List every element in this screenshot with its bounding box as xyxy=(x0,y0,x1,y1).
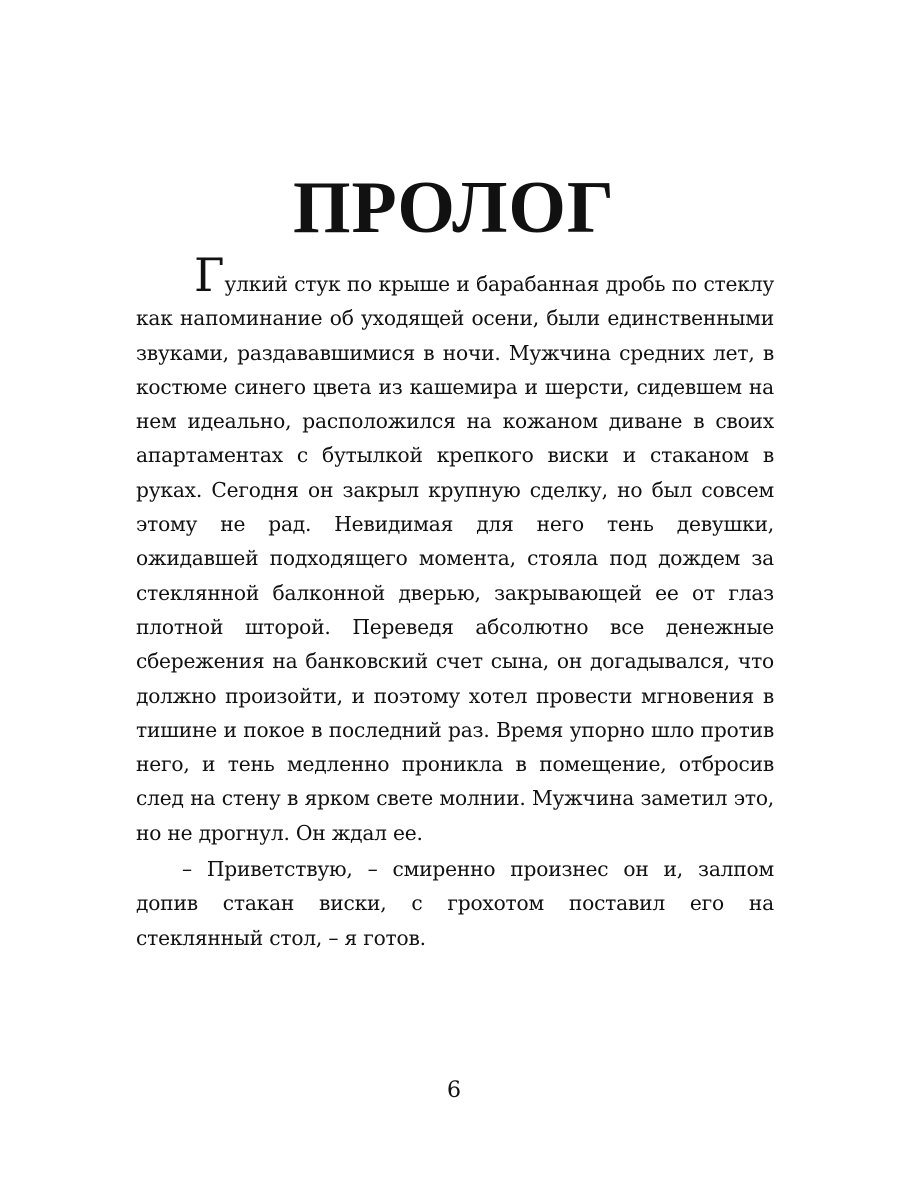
chapter-text xyxy=(136,248,774,955)
paragraph-1-text: улкий стук по крыше и барабанная дробь по стеклу как напоминание об уходящей осени, были единственными звуками, раздававшимися в ночи. Мужчина средних лет, в костюме синего цвета из кашемира и шерсти, сидевшем на нем идеально, расположился на кожаном диване в своих апартаментах с бутылкой крепкого виски и стаканом в руках. Сегодня он закрыл крупную сделку, но был совсем этому не рад. Невидимая для него тень девушки, ожидавшей подходящего момента, стояла под дождем за стеклянной балконной дверью, закрывающей ее от глаз плотной шторой. Переведя абсолютно все денежные сбережения на банковский счет сына, он догадывался, что должно произойти, и поэтому хотел провести мгновения в тишине и покое в последний раз. Время упорно шло против него, и тень медленно проникла в помещение, отбросив след на стену в ярком свете молнии. Мужчина заметил это, но не дрогнул. Он ждал ее. xyxy=(136,272,774,845)
chapter-title: ПРОЛОГ xyxy=(293,167,615,249)
drop-cap-letter: Г xyxy=(194,248,225,302)
paragraph-2: – Приветствую, – смиренно произнес он и, залпом допив стакан виски, с грохотом поставил его на стеклянный стол, – я готов. xyxy=(136,857,774,950)
paragraph-1 xyxy=(136,248,774,850)
page-number: 6 xyxy=(447,1078,461,1103)
